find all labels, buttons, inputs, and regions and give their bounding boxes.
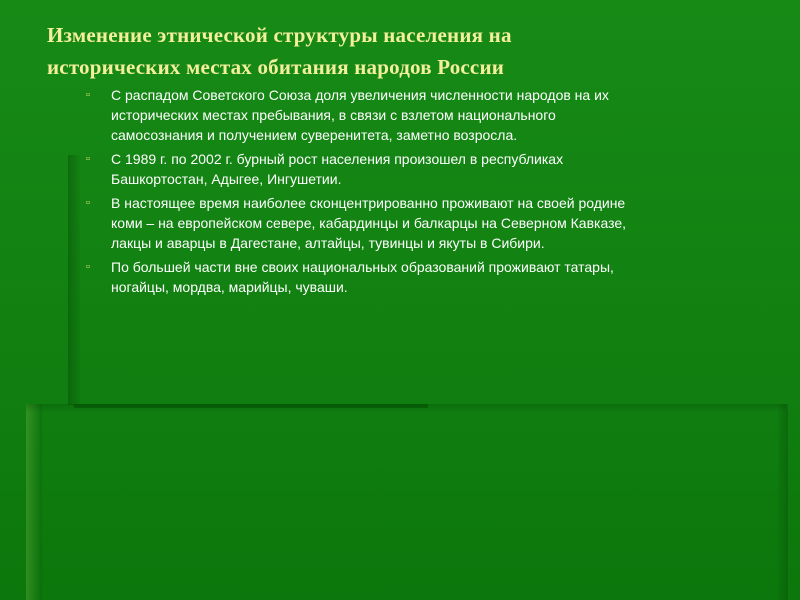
decorative-horizontal-line [74,404,428,408]
decorative-vertical-shade [68,155,80,405]
decorative-left-stripe [26,404,42,600]
bullet-text-line: самосознания и получением суверенитета, заметно возросла. [111,127,518,143]
bullet-item [86,257,776,297]
bullet-item [86,85,776,145]
decorative-bottom-band [26,404,786,412]
bullet-item [86,149,776,189]
bullet-text-line: С распадом Советского Союза доля увеличения численности народов на их [111,87,609,103]
bullet-text-line: ногайцы, мордва, марийцы, чуваши. [111,279,348,295]
slide-title-line: Изменение этнической структуры населения на [47,23,512,47]
slide-title [47,19,777,83]
slide-title-line: исторических местах обитания народов России [47,55,505,79]
bullet-marker-icon: ▫ [86,89,90,101]
bullet-text-line: В настоящее время наиболее сконцентрированно проживают на своей родине [111,195,626,211]
bullet-text-line: Башкортостан, Адыгее, Ингушетии. [111,171,342,187]
bullet-text-line: лакцы и аварцы в Дагестане, алтайцы, тувинцы и якуты в Сибири. [111,235,545,251]
bullet-text-line: С 1989 г. по 2002 г. бурный рост населения произошел в республиках [111,151,564,167]
bullet-marker-icon: ▫ [86,261,90,273]
bullet-item [86,193,776,253]
decorative-right-stripe [778,404,788,600]
bullet-marker-icon: ▫ [86,153,90,165]
bullet-list [86,85,776,301]
bullet-text-line: исторических местах пребывания, в связи с взлетом национального [111,107,556,123]
bullet-text-line: По большей части вне своих национальных образований проживают татары, [111,259,614,275]
bullet-marker-icon: ▫ [86,197,90,209]
bullet-text-line: коми – на европейском севере, кабардинцы и балкарцы на Северном Кавказе, [111,215,627,231]
